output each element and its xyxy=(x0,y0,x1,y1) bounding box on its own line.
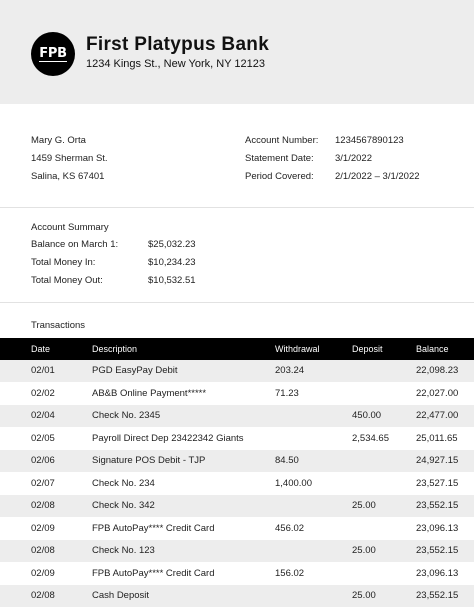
bank-logo-text: FPB xyxy=(39,45,67,61)
table-row xyxy=(0,405,474,428)
cell-date: 02/08 xyxy=(31,500,55,511)
cell-balance: 25,011.65 xyxy=(416,432,458,444)
cell-description: AB&B Online Payment***** xyxy=(92,387,207,399)
table-row xyxy=(0,563,474,586)
cell-date: 02/09 xyxy=(31,522,55,534)
table-row xyxy=(0,495,474,518)
statement-header xyxy=(0,0,474,104)
cell-balance: 23,527.15 xyxy=(416,477,459,489)
cell-deposit: 25.00 xyxy=(352,590,376,601)
cell-balance: 23,552.15 xyxy=(416,500,459,511)
bank-logo xyxy=(31,32,75,76)
cell-description: Cash Deposit xyxy=(92,590,150,601)
header-date: Date xyxy=(31,344,51,354)
cell-description: Signature POS Debit - TJP xyxy=(92,455,206,466)
cell-date: 02/08 xyxy=(31,545,55,556)
cell-withdrawal: 1,400.00 xyxy=(275,477,312,489)
cell-description: FPB AutoPay**** Credit Card xyxy=(92,567,215,579)
header-deposit: Deposit xyxy=(352,344,383,354)
table-row xyxy=(0,585,474,608)
cell-deposit: 2,534.65 xyxy=(352,432,389,444)
cell-description: Payroll Direct Dep 23422342 Giants xyxy=(92,432,244,444)
cell-deposit: 25.00 xyxy=(352,545,376,556)
cell-description: PGD EasyPay Debit xyxy=(92,365,178,376)
cell-date: 02/08 xyxy=(31,590,55,601)
section-divider xyxy=(0,207,474,208)
money-in-label: Total Money In: xyxy=(31,257,96,268)
customer-city: Salina, KS 67401 xyxy=(31,171,105,182)
table-row xyxy=(0,473,474,496)
statement-date-label: Statement Date: xyxy=(245,153,314,164)
period-covered-label: Period Covered: xyxy=(245,171,314,182)
cell-date: 02/09 xyxy=(31,567,55,579)
cell-withdrawal: 156.02 xyxy=(275,567,305,579)
section-divider xyxy=(0,302,474,303)
cell-balance: 23,552.15 xyxy=(416,545,459,556)
account-number: 1234567890123 xyxy=(335,135,404,146)
balance-label: Balance on March 1: xyxy=(31,239,119,250)
table-row xyxy=(0,450,474,473)
cell-date: 02/04 xyxy=(31,410,55,421)
table-row xyxy=(0,518,474,541)
cell-withdrawal: 456.02 xyxy=(275,522,305,534)
money-in-value: $10,234.23 xyxy=(148,257,196,268)
cell-withdrawal: 71.23 xyxy=(275,387,299,399)
cell-withdrawal: 203.24 xyxy=(275,365,305,376)
header-balance: Balance xyxy=(416,344,449,354)
cell-date: 02/02 xyxy=(31,387,55,399)
cell-description: Check No. 342 xyxy=(92,500,155,511)
cell-balance: 22,027.00 xyxy=(416,387,459,399)
customer-name: Mary G. Orta xyxy=(31,135,86,146)
transactions-table-header xyxy=(0,338,474,360)
bank-address: 1234 Kings St., New York, NY 12123 xyxy=(86,58,265,70)
cell-balance: 24,927.15 xyxy=(416,455,459,466)
cell-date: 02/06 xyxy=(31,455,55,466)
table-row xyxy=(0,360,474,383)
cell-balance: 22,477.00 xyxy=(416,410,459,421)
cell-description: Check No. 123 xyxy=(92,545,155,556)
summary-title: Account Summary xyxy=(31,222,109,233)
header-withdrawal: Withdrawal xyxy=(275,344,320,354)
header-description: Description xyxy=(92,344,138,354)
cell-description: Check No. 234 xyxy=(92,477,155,489)
cell-balance: 23,096.13 xyxy=(416,567,459,579)
cell-date: 02/07 xyxy=(31,477,55,489)
cell-deposit: 450.00 xyxy=(352,410,382,421)
customer-street: 1459 Sherman St. xyxy=(31,153,108,164)
cell-balance: 23,552.15 xyxy=(416,590,459,601)
table-row xyxy=(0,428,474,451)
transactions-title: Transactions xyxy=(31,320,86,331)
table-row xyxy=(0,540,474,563)
balance-value: $25,032.23 xyxy=(148,239,196,250)
cell-description: Check No. 2345 xyxy=(92,410,161,421)
cell-date: 02/05 xyxy=(31,432,55,444)
money-out-label: Total Money Out: xyxy=(31,275,103,286)
statement-date: 3/1/2022 xyxy=(335,153,372,164)
cell-balance: 22,098.23 xyxy=(416,365,459,376)
table-row xyxy=(0,383,474,406)
account-number-label: Account Number: xyxy=(245,135,319,146)
cell-description: FPB AutoPay**** Credit Card xyxy=(92,522,215,534)
cell-deposit: 25.00 xyxy=(352,500,376,511)
cell-withdrawal: 84.50 xyxy=(275,455,299,466)
transactions-table-body xyxy=(0,360,474,608)
cell-balance: 23,096.13 xyxy=(416,522,459,534)
period-covered: 2/1/2022 – 3/1/2022 xyxy=(335,171,420,182)
bank-name: First Platypus Bank xyxy=(86,34,270,55)
cell-date: 02/01 xyxy=(31,365,55,376)
money-out-value: $10,532.51 xyxy=(148,275,196,286)
